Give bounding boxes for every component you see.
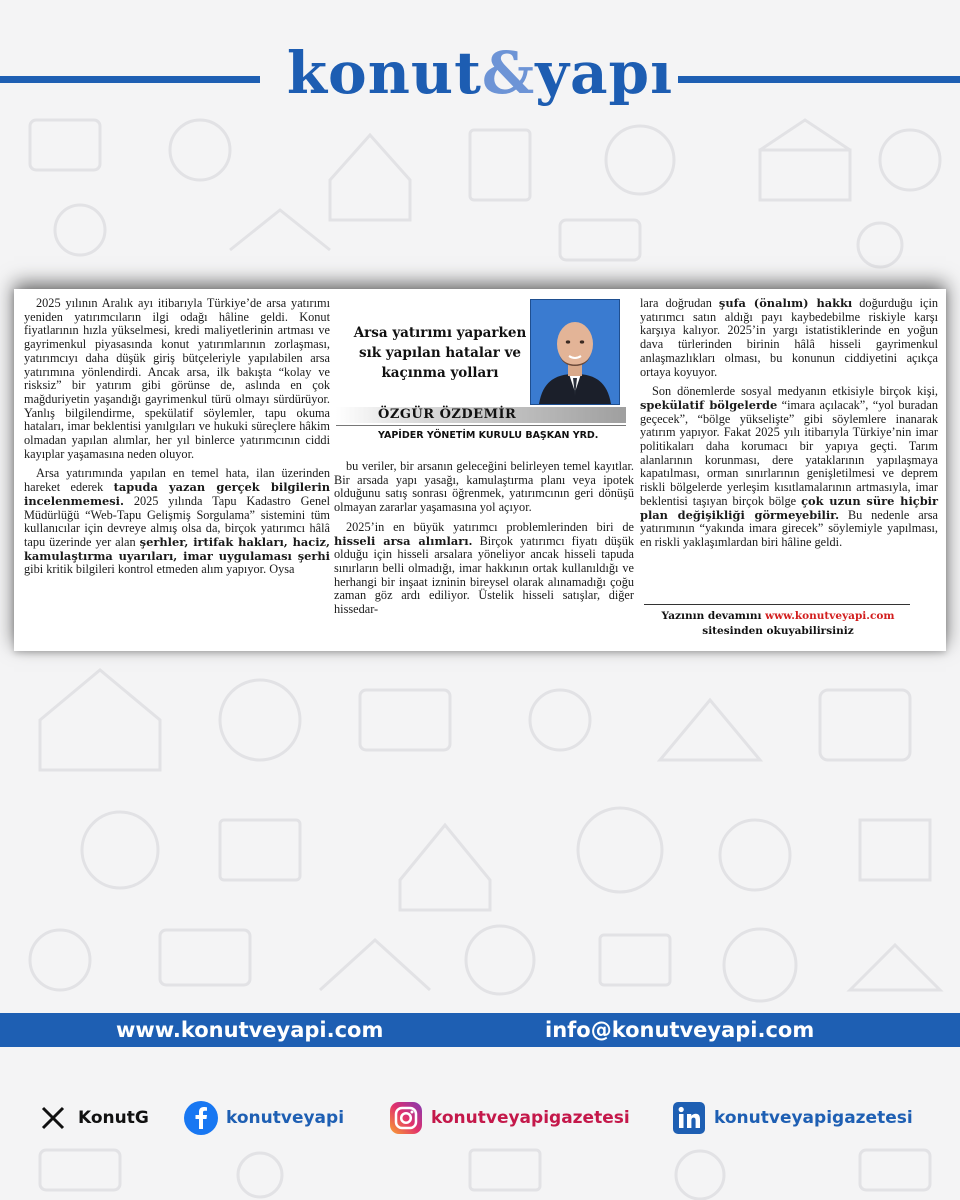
col1-p2-text-d: gibi kritik bilgileri kontrol etmeden alım yapıyor. Oysa bbox=[24, 562, 295, 577]
email-link[interactable]: info@konutveyapi.com bbox=[545, 1018, 815, 1042]
author-divider bbox=[336, 425, 626, 426]
read-more-prefix: Yazının devamını bbox=[661, 610, 762, 622]
article-column-3 bbox=[640, 297, 938, 556]
col2-paragraph-2 bbox=[334, 521, 634, 617]
website-link[interactable]: www.konutveyapi.com bbox=[116, 1018, 384, 1042]
col1-p2-text-a: Arsa yatırımında yapılan en temel hata, ilan üzerinden hareket ederek bbox=[24, 466, 330, 495]
author-photo bbox=[530, 299, 620, 405]
social-instagram[interactable] bbox=[389, 1100, 630, 1136]
social-linkedin[interactable] bbox=[672, 1100, 913, 1136]
article-column-2 bbox=[334, 460, 634, 623]
col2-p2-bold-1: hisseli arsa alımları. bbox=[334, 533, 473, 548]
col3-paragraph-2 bbox=[640, 385, 938, 549]
col3-p2-bold-1: spekülatif bölgelerde bbox=[640, 397, 778, 412]
col2-paragraph-1: bu veriler, bir arsanın geleceğini belirleyen temel kayıtlar. Bir arsada yapı yasağı, kamulaştırma planı veya ipotek olduğunu satış sonrası öğrenmek, yatırımcının geri dönüşü olmayan zararlar yaşamasına yol açıyor. bbox=[334, 459, 634, 515]
col1-p2-bold-2: şerhler, irtifak hakları, haciz, kamulaştırma uyarıları, imar uygulaması şerhi bbox=[24, 534, 330, 563]
brand-logo bbox=[0, 38, 960, 108]
author-name: ÖZGÜR ÖZDEMİR bbox=[378, 407, 517, 422]
article-headline bbox=[340, 323, 540, 383]
facebook-handle: konutveyapi bbox=[226, 1108, 345, 1128]
col1-p2-bold-1: tapuda yazan gerçek bilgilerin incelenmemesi. bbox=[24, 480, 330, 508]
x-logo-icon bbox=[36, 1101, 70, 1135]
read-more-suffix: sitesinden okuyabilirsiniz bbox=[702, 625, 854, 637]
col1-paragraph-2 bbox=[24, 467, 330, 577]
col2-p2-text-a: 2025’in en büyük yatırımcı problemlerinden biri de bbox=[346, 519, 634, 534]
instagram-icon bbox=[389, 1101, 423, 1135]
author-title: YAPİDER YÖNETİM KURULU BAŞKAN YRD. bbox=[378, 430, 599, 441]
col3-paragraph-1 bbox=[640, 297, 938, 379]
col1-p2-text-c: 2025 yılında Tapu Kadastro Genel Müdürlüğü “Web-Tapu Gelişmiş Sorgulama” sistemini tüm kullanıcılar için devreye almış olsa da, birçok yatırımcı hâlâ tapu üzerinde yer alan bbox=[24, 493, 330, 549]
social-x[interactable] bbox=[36, 1100, 149, 1136]
col3-p1-text-a: lara doğrudan bbox=[640, 296, 712, 310]
read-more-note bbox=[644, 609, 912, 639]
linkedin-handle: konutveyapigazetesi bbox=[714, 1108, 913, 1128]
author-portrait-illustration bbox=[531, 300, 619, 404]
linkedin-icon bbox=[672, 1101, 706, 1135]
facebook-icon bbox=[184, 1101, 218, 1135]
instagram-handle: konutveyapigazetesi bbox=[431, 1108, 630, 1128]
article-clipping bbox=[14, 289, 946, 651]
col3-p2-text-c: “imara açılacak”, “yol buradan geçecek”, “bölge yükselişte” gibi söylemlere inanarak yatırım yapıyor. Fakat 2025 yılı itibarıyla Türkiye’nin imar politikaları daha korumacı bir yapıya geçti. Tarım alanlarının korunması, dere yataklarının yapılaşmaya kapatılması, orman sınırlarının genişletilmesi ve deprem riskli bölgelerde yerleşim kısıtlamalarının artmasıyla, imar beklentisi taşıyan birçok bölge bbox=[640, 397, 938, 508]
col3-p2-text-a: Son dönemlerde sosyal medyanın etkisiyle birçok kişi, bbox=[652, 384, 938, 399]
read-more-divider bbox=[644, 604, 910, 605]
logo-ampersand: & bbox=[481, 39, 536, 107]
col3-p2-bold-2: çok uzun süre hiçbir plan değişikliği görmeyebilir. bbox=[640, 493, 939, 522]
col2-p2-text-c: Birçok yatırımcı fiyatı düşük olduğu için hisseli arsalara yöneliyor ancak hisseli tapuda sınırların belli olmadığı, imar hakkının ortak kullanıldığı ve herhangi bir inşaat izninin bireysel olarak alınamadığı çoğu zaman göz ardı ediliyor. Üstelik hisseli satışlar, diğer hissedar- bbox=[334, 533, 635, 617]
col3-p1-text-c: doğurduğu için yatırımcı satın aldığı payı kaybedebilme riskiyle karşı karşıya kalıyor. 2025’in yargı istatistiklerinde en yoğun dava türlerinden birinin hâlâ hisseli gayrimenkul anlaşmazlıkları olması, bu konunun ciddiyetini açıkça ortaya koyuyor. bbox=[640, 296, 939, 379]
logo-text-konut: konut bbox=[286, 39, 482, 107]
col3-p1-bold-1: şufa (önalım) hakkı bbox=[718, 296, 853, 310]
col3-p2-text-d: Bu nedenle arsa yatırımının “yakında imara girecek” söylemiyle yapılması, en riskli yaklaşımlardan biri hâline geldi. bbox=[640, 507, 938, 549]
headline-line-2: sık yapılan hatalar ve bbox=[359, 345, 521, 361]
headline-line-3: kaçınma yolları bbox=[381, 365, 499, 381]
headline-line-1: Arsa yatırımı yaparken bbox=[353, 325, 527, 341]
article-column-1 bbox=[24, 297, 330, 583]
read-more-link[interactable]: www.konutveyapi.com bbox=[765, 610, 895, 622]
social-facebook[interactable] bbox=[184, 1100, 344, 1136]
x-handle: KonutG bbox=[78, 1108, 149, 1128]
logo-text-yapi: yapı bbox=[535, 39, 674, 107]
col1-paragraph-1: 2025 yılının Aralık ayı itibarıyla Türkiye’de arsa yatırımı yeniden yatırımcıların ilgi odağı hâline geldi. Konut fiyatlarının hızla yükselmesi, kredi maliyetlerinin artması ve gayrimenkul piyasasında konut yatırımlarının zorlaşması, yatırımcıyı daha düşük giriş bütçeleriyle yapılabilen arsa yatırımına yönlendirdi. Ancak arsa, ilk bakışta “kolay ve risksiz” bir yatırım gibi görünse de, aslında en çok mağduriyetin yaşandığı gayrimenkul türü olmayı sürdürüyor. Yanlış bilgilendirme, spekülatif söylemler, tapu okuma hataları, imar beklentisi yanılgıları ve hukuki süreçlere hâkim olmadan yapılan alımlar, her yıl binlerce yatırımcının ciddi kayıplar yaşamasına neden oluyor. bbox=[24, 296, 330, 461]
